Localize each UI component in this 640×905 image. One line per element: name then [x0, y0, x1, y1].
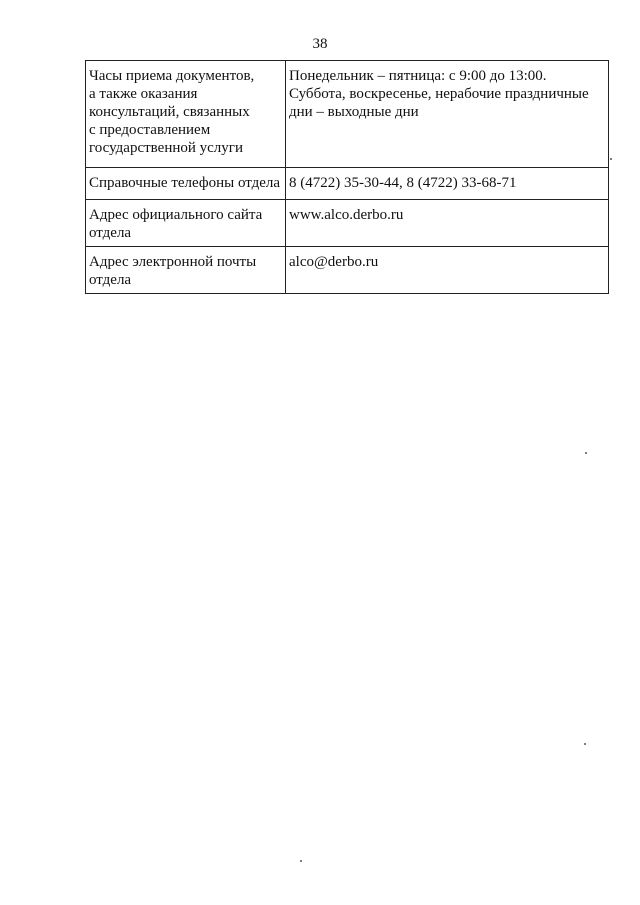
phones-label [86, 168, 286, 200]
label-line: отдела [89, 272, 132, 288]
table-row-office-hours [86, 61, 609, 168]
website-value [286, 200, 609, 247]
table-row-phones [86, 168, 609, 200]
label-line: государственной услуги [89, 140, 243, 156]
value-line: дни – выходные дни [289, 104, 419, 120]
scan-speck [610, 158, 612, 160]
contact-info-table [85, 60, 609, 294]
label-line: с предоставлением [89, 122, 211, 138]
label-line: Справочные телефоны отдела [89, 175, 281, 191]
scan-speck [585, 452, 587, 454]
label-line: консультаций, связанных [89, 104, 250, 120]
page-number: 38 [312, 36, 328, 52]
website-label [86, 200, 286, 247]
table-row-website [86, 200, 609, 247]
value-line: Суббота, воскресенье, нерабочие праздничные [289, 86, 589, 102]
office-hours-label [86, 61, 286, 168]
value-line: alco@derbo.ru [289, 254, 379, 270]
label-line: Адрес официального сайта [89, 207, 263, 223]
scan-speck [300, 860, 302, 862]
value-line: www.alco.derbo.ru [289, 207, 404, 223]
email-value [286, 247, 609, 294]
email-label [86, 247, 286, 294]
label-line: Адрес электронной почты [89, 254, 257, 270]
label-line: а также оказания [89, 86, 198, 102]
value-line: Понедельник – пятница: с 9:00 до 13:00. [289, 68, 547, 84]
value-line: 8 (4722) 35-30-44, 8 (4722) 33-68-71 [289, 175, 517, 191]
office-hours-value [286, 61, 609, 168]
label-line: Часы приема документов, [89, 68, 255, 84]
label-line: отдела [89, 225, 132, 241]
table-row-email [86, 247, 609, 294]
scan-speck [584, 743, 586, 745]
phones-value [286, 168, 609, 200]
